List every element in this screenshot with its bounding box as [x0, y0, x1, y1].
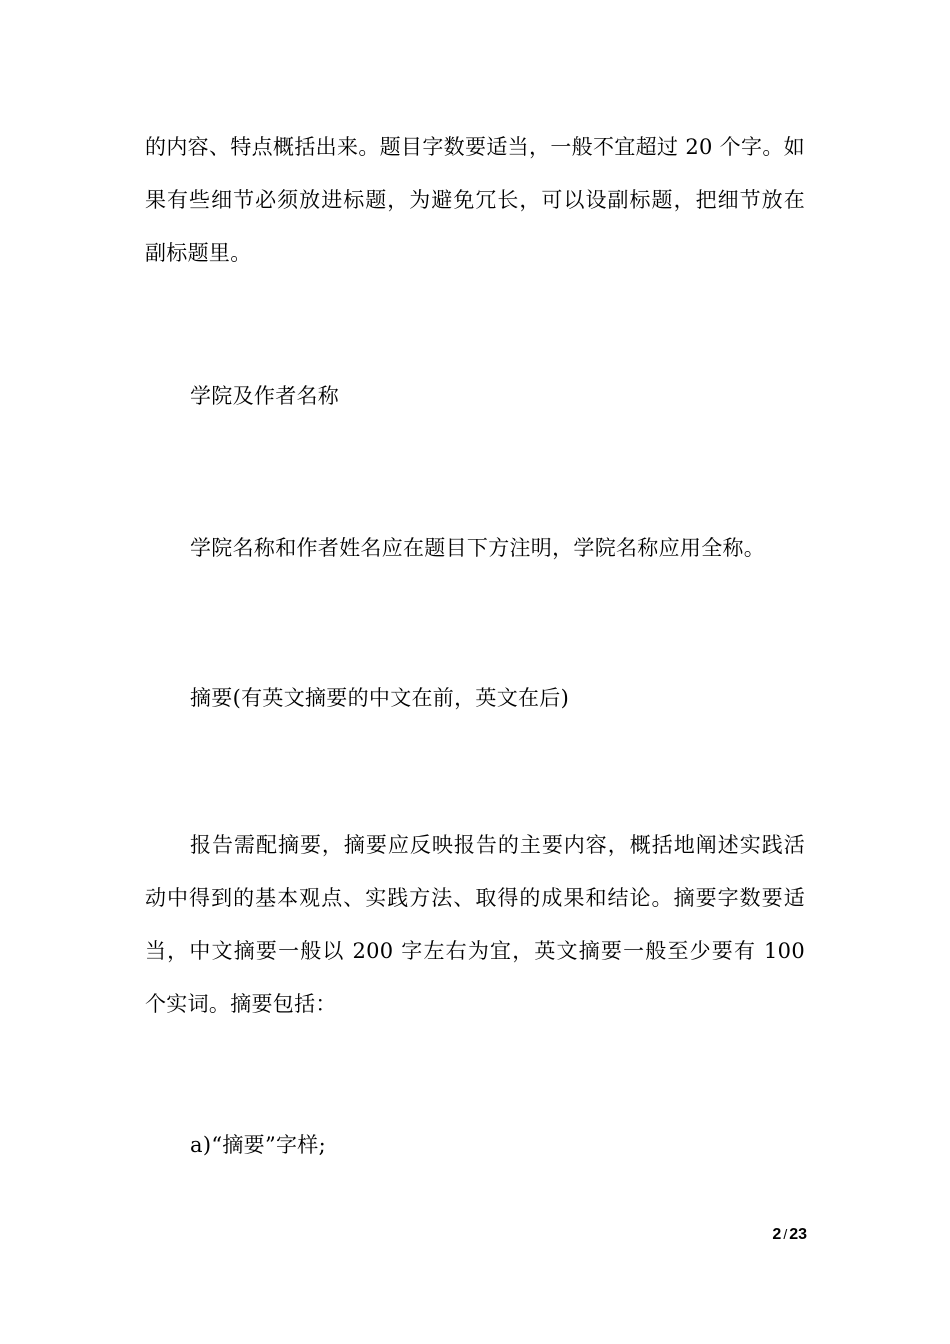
list-item-abstract-a: a)“摘要”字样;: [190, 1133, 326, 1157]
paragraph-college-and-author: 学院名称和作者姓名应在题目下方注明，学院名称应用全称。: [190, 536, 766, 560]
total-pages: 23: [789, 1226, 807, 1243]
paragraph-abstract-guidance: 报告需配摘要，摘要应反映报告的主要内容，概括地阐述实践活动中得到的基本观点、实践方法、取得的成果和结论。摘要字数要适当，中文摘要一般以 200 字左右为宜，英文摘要一般至少要有 100 个实词。摘要包括：: [145, 833, 805, 1016]
page-number: [772, 1226, 807, 1244]
current-page: 2: [772, 1226, 782, 1243]
page-separator: /: [783, 1226, 788, 1242]
paragraph-title-guidance: 的内容、特点概括出来。题目字数要适当，一般不宜超过 20 个字。如果有些细节必须放进标题，为避免冗长，可以设副标题，把细节放在副标题里。: [145, 135, 805, 265]
heading-abstract: 摘要(有英文摘要的中文在前，英文在后): [190, 686, 570, 710]
heading-college-and-author: 学院及作者名称: [190, 384, 340, 408]
